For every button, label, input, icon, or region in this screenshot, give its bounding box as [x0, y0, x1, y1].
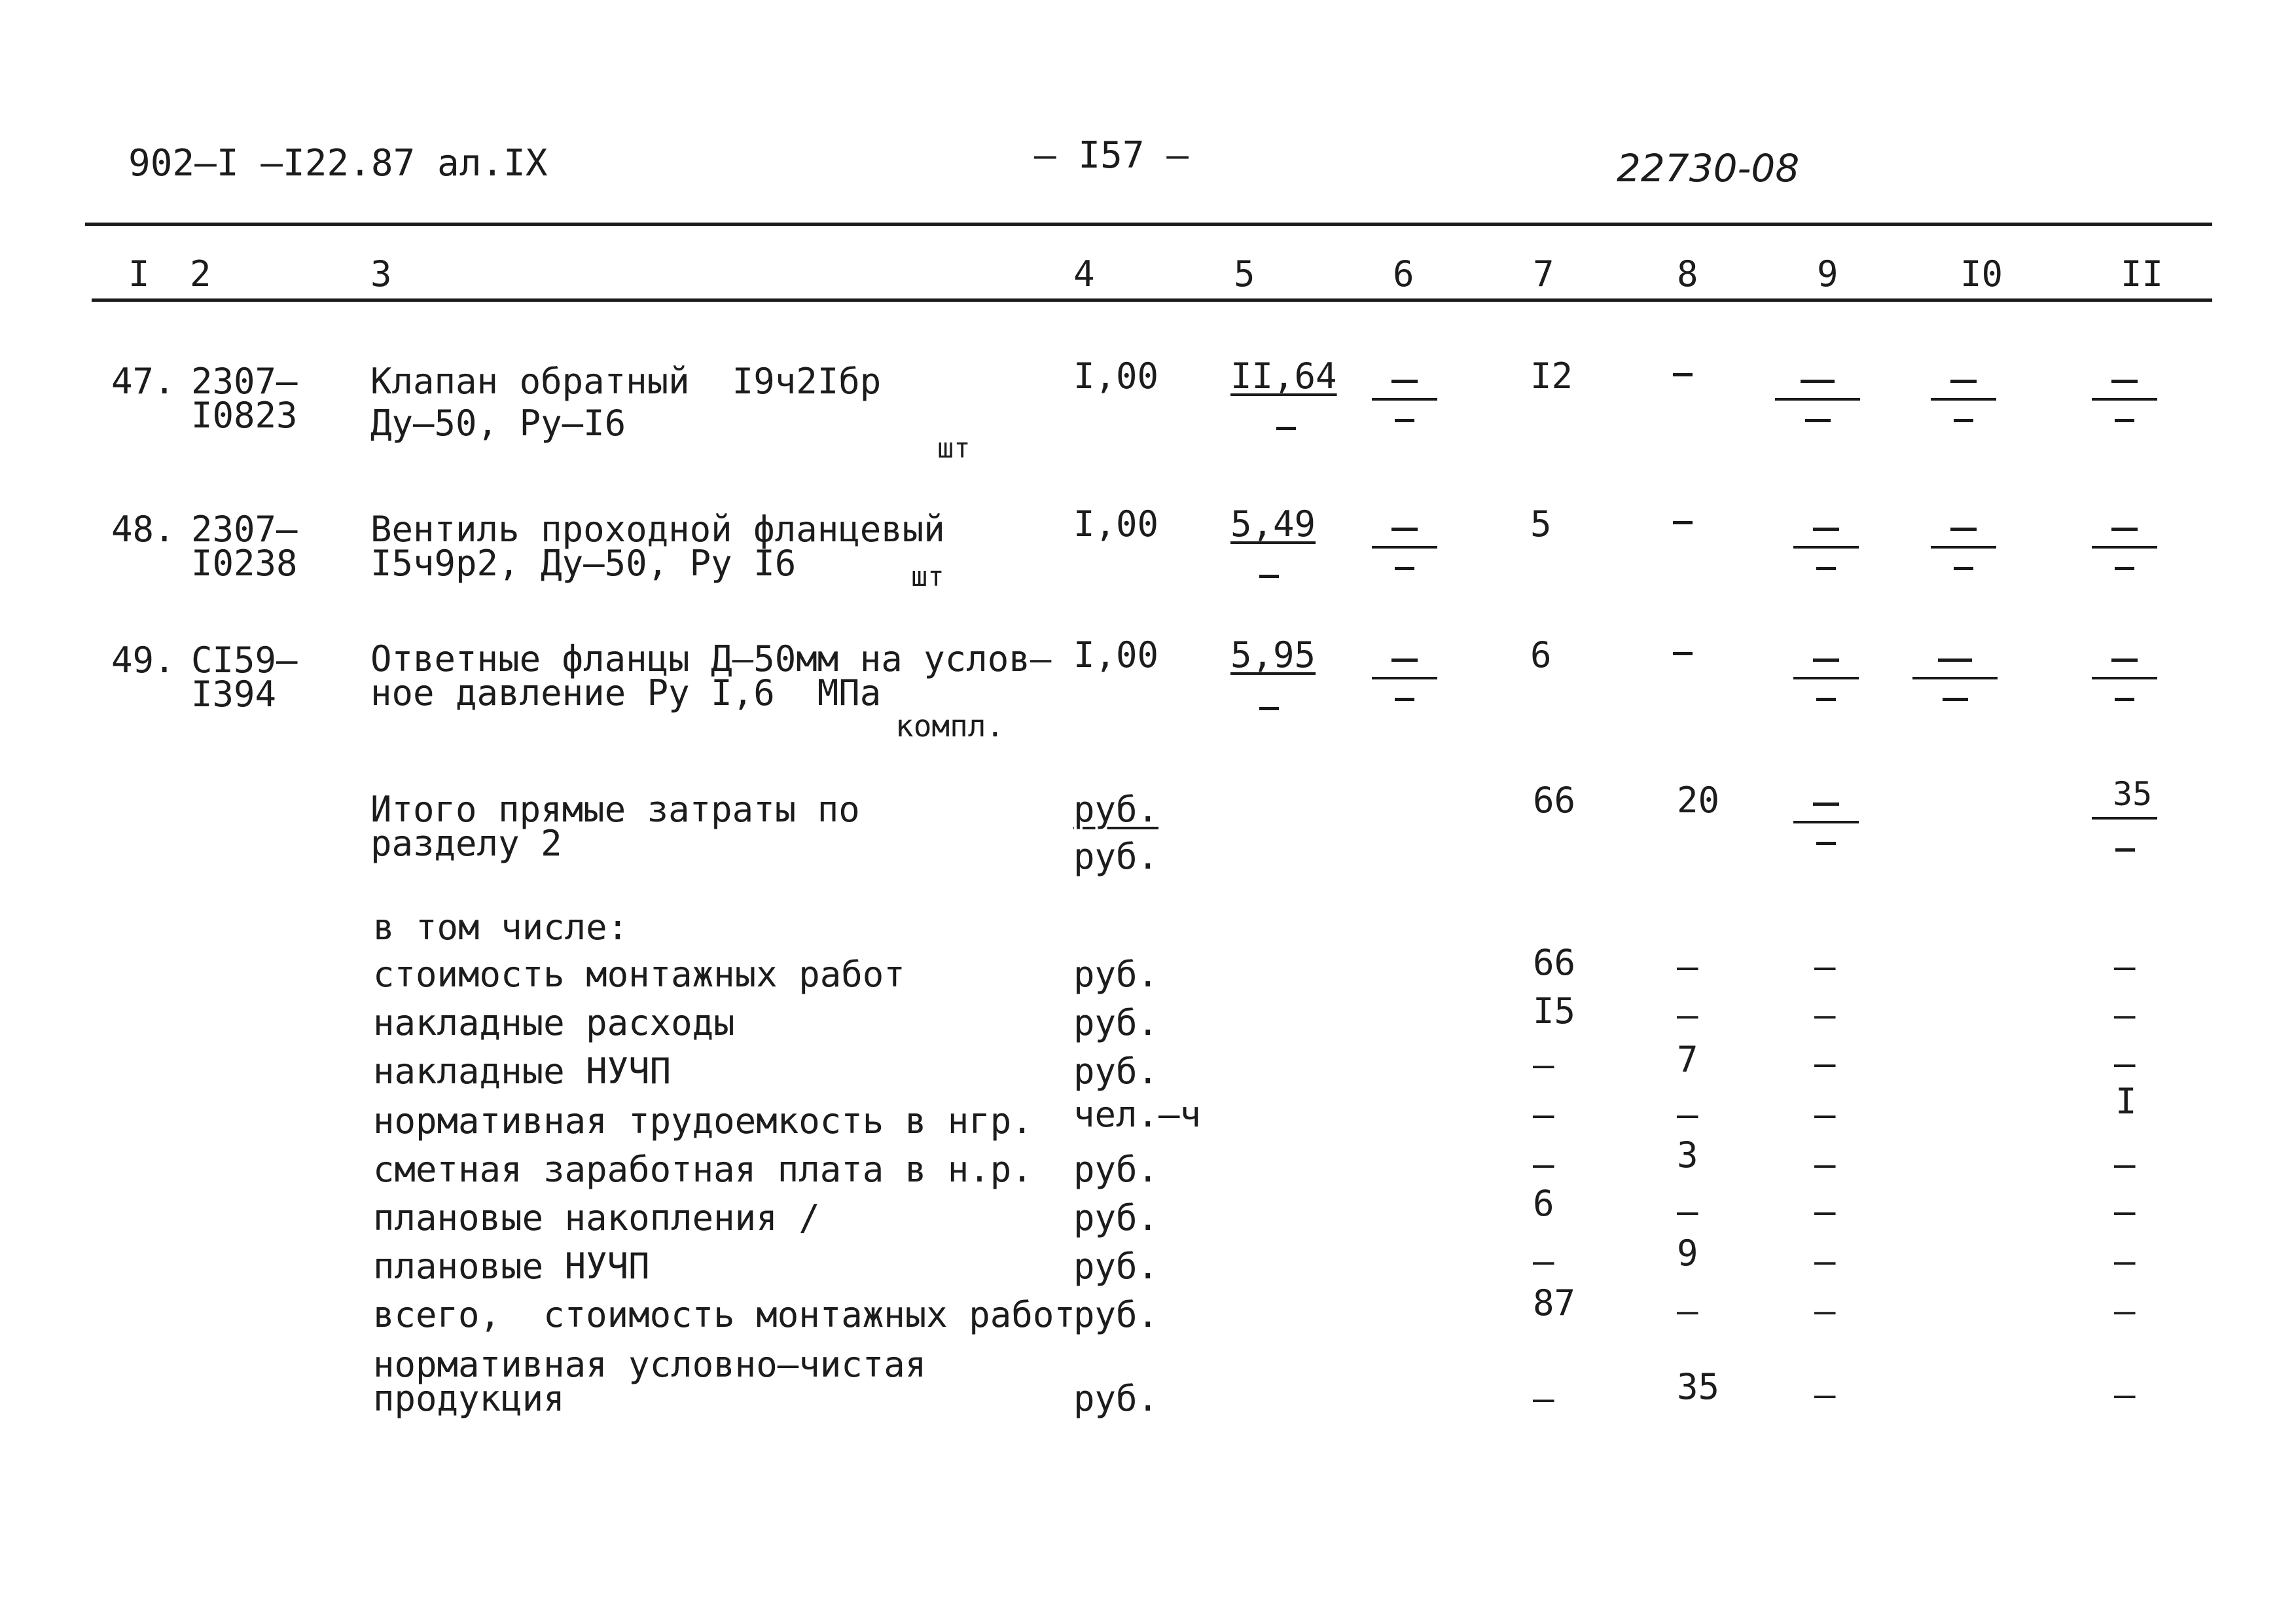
item-unit: шт [911, 560, 944, 592]
item-description: Вентиль проходной фланцевый [370, 509, 945, 550]
column-header: 7 [1533, 253, 1554, 295]
breakdown-unit: руб. [1073, 1002, 1159, 1043]
column-header: 9 [1817, 253, 1839, 295]
breakdown-col11: – [2114, 1191, 2136, 1232]
item-col7: 5 [1530, 503, 1552, 545]
item-col7: I2 [1530, 355, 1573, 397]
breakdown-unit: руб. [1073, 1246, 1159, 1287]
breakdown-col8: – [1677, 1191, 1698, 1232]
item-number: 49. [111, 640, 175, 681]
item-price: II,64 [1230, 355, 1337, 397]
breakdown-label: сметная заработная плата в н.р. [373, 1149, 1033, 1190]
column-header: I0 [1960, 253, 2003, 295]
item-description: Клапан обратный I9ч2Iбр [370, 361, 882, 402]
breakdown-col8: – [1677, 946, 1698, 987]
breakdown-col11: – [2114, 1290, 2136, 1331]
breakdown-col7: 66 [1533, 942, 1576, 983]
total-unit: руб. [1073, 836, 1159, 877]
dash-mark [1673, 373, 1693, 376]
column-header: II [2121, 253, 2164, 295]
breakdown-col9: – [1814, 946, 1836, 987]
breakdown-col11: – [2114, 1043, 2136, 1084]
breakdown-label: накладные расходы [373, 1002, 735, 1043]
breakdown-col9: – [1814, 1043, 1836, 1084]
breakdown-col8: 9 [1677, 1233, 1698, 1274]
item-code: 2307– [191, 361, 298, 402]
column-header: 2 [190, 253, 211, 295]
top-rule [85, 223, 2212, 226]
total-label: разделу 2 [370, 823, 562, 864]
column-header: 4 [1073, 253, 1095, 295]
total-unit: руб. [1073, 789, 1159, 830]
header-rule [92, 298, 2212, 302]
breakdown-col9: – [1814, 1144, 1836, 1185]
breakdown-col9: – [1814, 1191, 1836, 1232]
breakdown-label: плановые НУЧП [373, 1246, 650, 1287]
item-quantity: I,00 [1073, 503, 1159, 545]
item-description: ное давление Ру I,6 МПа [370, 672, 882, 713]
item-number: 48. [111, 509, 175, 550]
column-header: 3 [370, 253, 392, 295]
breakdown-col9: – [1814, 994, 1836, 1036]
breakdown-col11: – [2114, 1144, 2136, 1185]
item-col7: 6 [1530, 634, 1552, 676]
final-col7: – [1533, 1378, 1554, 1419]
breakdown-col11: – [2114, 946, 2136, 987]
item-quantity: I,00 [1073, 355, 1159, 397]
document-number: 22730-08 [1617, 146, 1800, 190]
fraction-bar [2092, 817, 2157, 820]
breakdown-unit: руб. [1073, 1294, 1159, 1335]
total-col7: 66 [1533, 780, 1576, 821]
total-col11: 35 [2113, 775, 2153, 813]
document-code: 902–I –I22.87 ал.IX [128, 142, 548, 185]
breakdown-label: нормативная трудоемкость в нгр. [373, 1100, 1033, 1142]
dash-mark [1259, 707, 1279, 710]
item-unit: шт [937, 432, 971, 464]
item-unit: компл. [895, 708, 1005, 744]
breakdown-unit: руб. [1073, 1197, 1159, 1238]
breakdown-unit: чел.–ч [1073, 1094, 1202, 1135]
column-header: 6 [1393, 253, 1414, 295]
dash-mark [1259, 575, 1279, 578]
breakdown-label: всего, стоимость монтажных работ [373, 1294, 1075, 1335]
final-label: продукция [373, 1378, 565, 1419]
page-number: – I57 – [1034, 134, 1189, 177]
breakdown-label: стоимость монтажных работ [373, 954, 905, 995]
item-description: Ответные фланцы Д–50мм на услов– [370, 638, 1052, 679]
column-header: I [128, 253, 150, 295]
item-price: 5,49 [1230, 503, 1316, 545]
item-code: I0238 [191, 543, 298, 584]
breakdown-col7: 87 [1533, 1282, 1576, 1324]
breakdown-col7: – [1533, 1094, 1554, 1135]
column-header: 5 [1234, 253, 1255, 295]
breakdown-col7: – [1533, 1240, 1554, 1282]
item-code: I394 [191, 674, 277, 715]
breakdown-col9: – [1814, 1240, 1836, 1282]
item-code: 2307– [191, 509, 298, 550]
total-label: Итого прямые затраты по [370, 789, 860, 830]
breakdown-col11: – [2114, 1240, 2136, 1282]
breakdown-unit: руб. [1073, 1051, 1159, 1092]
including-label: в том числе: [373, 907, 629, 948]
breakdown-col9: – [1814, 1290, 1836, 1331]
item-quantity: I,00 [1073, 634, 1159, 676]
breakdown-col9: – [1814, 1094, 1836, 1135]
dash-mark [2115, 848, 2135, 852]
breakdown-col8: – [1677, 994, 1698, 1036]
item-code: I0823 [191, 395, 298, 436]
breakdown-col11: – [2114, 994, 2136, 1036]
breakdown-unit: руб. [1073, 1149, 1159, 1190]
dash-mark [1673, 521, 1693, 524]
final-label: нормативная условно–чистая [373, 1344, 927, 1385]
breakdown-col11: I [2115, 1081, 2137, 1122]
column-header: 8 [1677, 253, 1698, 295]
breakdown-label: накладные НУЧП [373, 1051, 672, 1092]
breakdown-unit: руб. [1073, 954, 1159, 995]
breakdown-col7: 6 [1533, 1183, 1554, 1224]
final-unit: руб. [1073, 1378, 1159, 1419]
breakdown-col7: – [1533, 1044, 1554, 1085]
item-description: I5ч9р2, Ду–50, Ру I6 [370, 543, 797, 584]
final-col8: 35 [1677, 1366, 1720, 1407]
item-description: Ду–50, Ру–I6 [370, 403, 626, 444]
breakdown-col8: – [1677, 1094, 1698, 1135]
item-number: 47. [111, 361, 175, 402]
breakdown-col8: – [1677, 1290, 1698, 1331]
dash-mark [1673, 652, 1693, 655]
total-col8: 20 [1677, 780, 1720, 821]
item-code: СI59– [191, 640, 298, 681]
dash-mark [1276, 427, 1296, 430]
breakdown-label: плановые накопления / [373, 1197, 820, 1238]
final-col9: – [1814, 1374, 1836, 1415]
final-col11: – [2114, 1374, 2136, 1415]
breakdown-col8: 3 [1677, 1134, 1698, 1176]
breakdown-col8: 7 [1677, 1039, 1698, 1080]
breakdown-col7: – [1533, 1144, 1554, 1185]
item-price: 5,95 [1230, 634, 1316, 676]
breakdown-col7: I5 [1533, 990, 1576, 1032]
